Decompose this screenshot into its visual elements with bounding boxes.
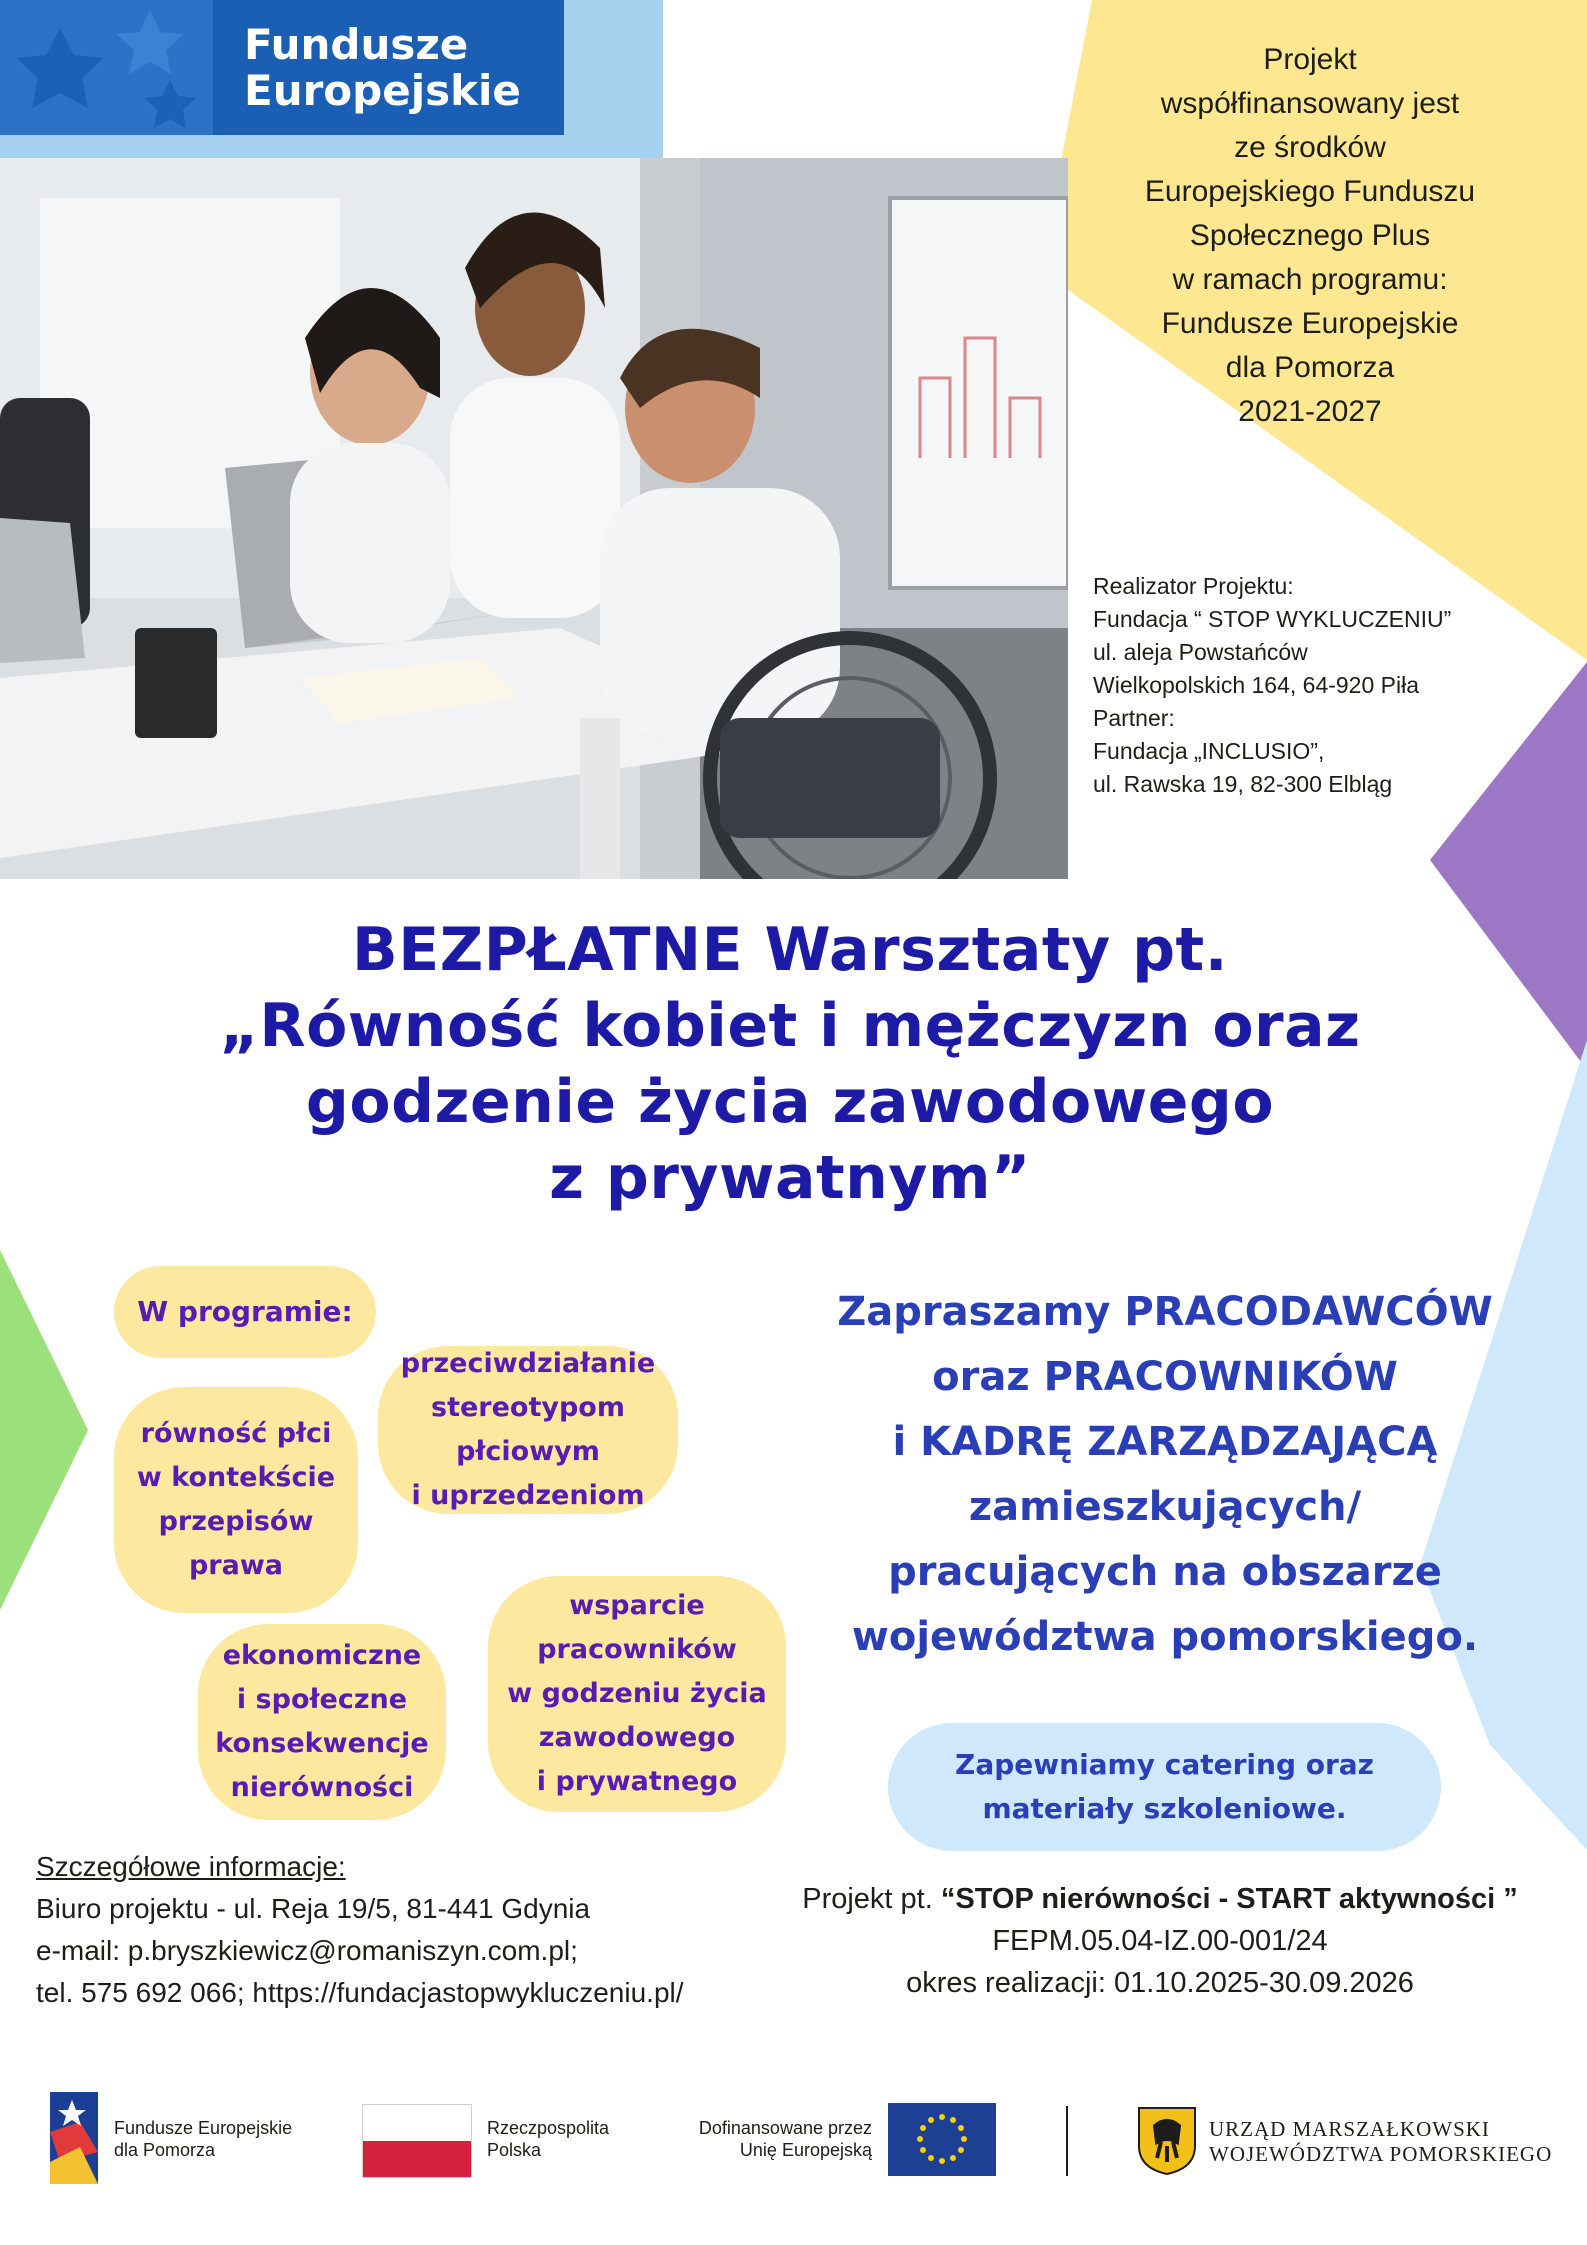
funding-note-line: Europejskiego Funduszu [1144,175,1476,208]
fundusze-europejskie-logo [0,0,564,135]
fe-pomorza-text [114,2117,292,2161]
catering-line: Zapewniamy catering oraz [955,1748,1374,1781]
headline-line: BEZPŁATNE Warsztaty pt. [351,915,1229,985]
headline-line: godzenie życia zawodowego [305,1067,1275,1137]
invitation-line: i KADRĘ ZARZĄDZAJĄCĄ [892,1419,1438,1465]
eu-stars-logo-icon [0,0,213,135]
urzad-line2: WOJEWÓDZTWA POMORSKIEGO [1209,2142,1553,2166]
polish-flag-icon [362,2104,472,2178]
catering-line: materiały szkoleniowe. [982,1792,1347,1825]
details-phone-web[interactable]: tel. 575 692 066; https://fundacjastopwykluczeniu.pl/ [36,1977,684,2008]
pomorskie-coat-of-arms-icon [1137,2106,1197,2176]
details-office: Biuro projektu - ul. Reja 19/5, 81-441 Gdynia [36,1893,591,1924]
invitation-text [770,1280,1560,1670]
funding-note-line: Projekt [1263,43,1357,76]
project-prefix: Projekt pt. [802,1883,941,1915]
program-topic-bubble [114,1387,358,1613]
funding-note-line: 2021-2027 [1238,395,1382,428]
program-topic-text: wsparcie pracowników w godzeniu życia zawodowego i prywatnego [507,1590,767,1797]
workshop-photo [0,158,1068,879]
eu-flag-icon [888,2103,996,2176]
headline-line: z prywatnym” [549,1143,1031,1213]
funding-note-line: Fundusze Europejskie [1161,307,1459,340]
invitation-line: województwa pomorskiego. [851,1614,1479,1660]
fe-logo-line2: Europejskie [244,66,521,115]
office-scene-illustration [0,158,1068,879]
fe-logo-text [244,22,521,114]
urzad-text [1209,2117,1552,2167]
funding-note-line: Społecznego Plus [1189,219,1431,252]
funding-note-line: dla Pomorza [1225,351,1395,384]
fe-pomorza-logo-icon [50,2092,98,2184]
invitation-line: oraz PRACOWNIKÓW [932,1354,1398,1400]
urzad-line1: URZĄD MARSZAŁKOWSKI [1209,2117,1490,2141]
footer-divider [1066,2106,1068,2176]
workshop-headline [60,912,1520,1216]
program-topic-bubble [198,1624,446,1820]
catering-bubble [888,1723,1441,1851]
project-number: FEPM.05.04-IZ.00-001/24 [992,1925,1328,1957]
funding-note [1085,38,1535,434]
funding-note-line: w ramach programu: [1172,263,1448,296]
headline-line: „Równość kobiet i mężczyzn oraz [219,991,1361,1061]
rp-text [487,2117,609,2161]
organizers-line: ul. aleja Powstańców [1093,639,1308,665]
program-label-text: W programie: [137,1295,353,1328]
invitation-line: zamieszkujących/ [968,1484,1362,1530]
eu-text [660,2117,872,2161]
fe-pomorza-line2: dla Pomorza [114,2140,216,2160]
program-topic-text: ekonomiczne i społeczne konsekwencje nierówności [215,1640,429,1803]
organizers-line: Fundacja “ STOP WYKLUCZENIU” [1093,606,1452,632]
fe-pomorza-line1: Fundusze Europejskie [114,2118,293,2138]
invitation-line: pracujących na obszarze [888,1549,1442,1595]
contact-details [36,1846,796,2014]
organizers-line: Wielkopolskich 164, 64-920 Piła [1093,672,1420,698]
eu-line1: Dofinansowane przez [698,2118,872,2138]
program-topic-bubble [378,1346,678,1514]
fe-logo-line1: Fundusze [244,20,469,69]
funding-note-line: ze środków [1234,131,1386,164]
project-period: okres realizacji: 01.10.2025-30.09.2026 [906,1967,1414,1999]
project-title: “STOP nierówności - START aktywności ” [940,1883,1518,1915]
program-topic-text: równość płci w kontekście przepisów prawa [136,1418,336,1581]
organizers-line: Partner: [1093,705,1175,731]
organizers-line: Fundacja „INCLUSIO”, [1093,738,1325,764]
program-topic-bubble [488,1576,786,1812]
invitation-line: Zapraszamy PRACODAWCÓW [837,1289,1493,1335]
program-label [114,1266,376,1358]
green-shape [0,1250,88,1610]
organizers-info [1093,570,1563,801]
project-info [760,1878,1560,2004]
organizers-line: Realizator Projektu: [1093,573,1294,599]
funding-note-line: współfinansowany jest [1160,87,1460,120]
rp-line1: Rzeczpospolita [487,2118,610,2138]
details-heading: Szczegółowe informacje: [36,1851,346,1882]
program-topic-text: przeciwdziałanie stereotypom płciowym i uprzedzeniom [400,1348,656,1511]
details-email[interactable]: e-mail: p.bryszkiewicz@romaniszyn.com.pl; [36,1935,578,1966]
eu-line2: Unię Europejską [739,2140,872,2160]
organizers-line: ul. Rawska 19, 82-300 Elbląg [1093,771,1393,797]
rp-line2: Polska [487,2140,542,2160]
